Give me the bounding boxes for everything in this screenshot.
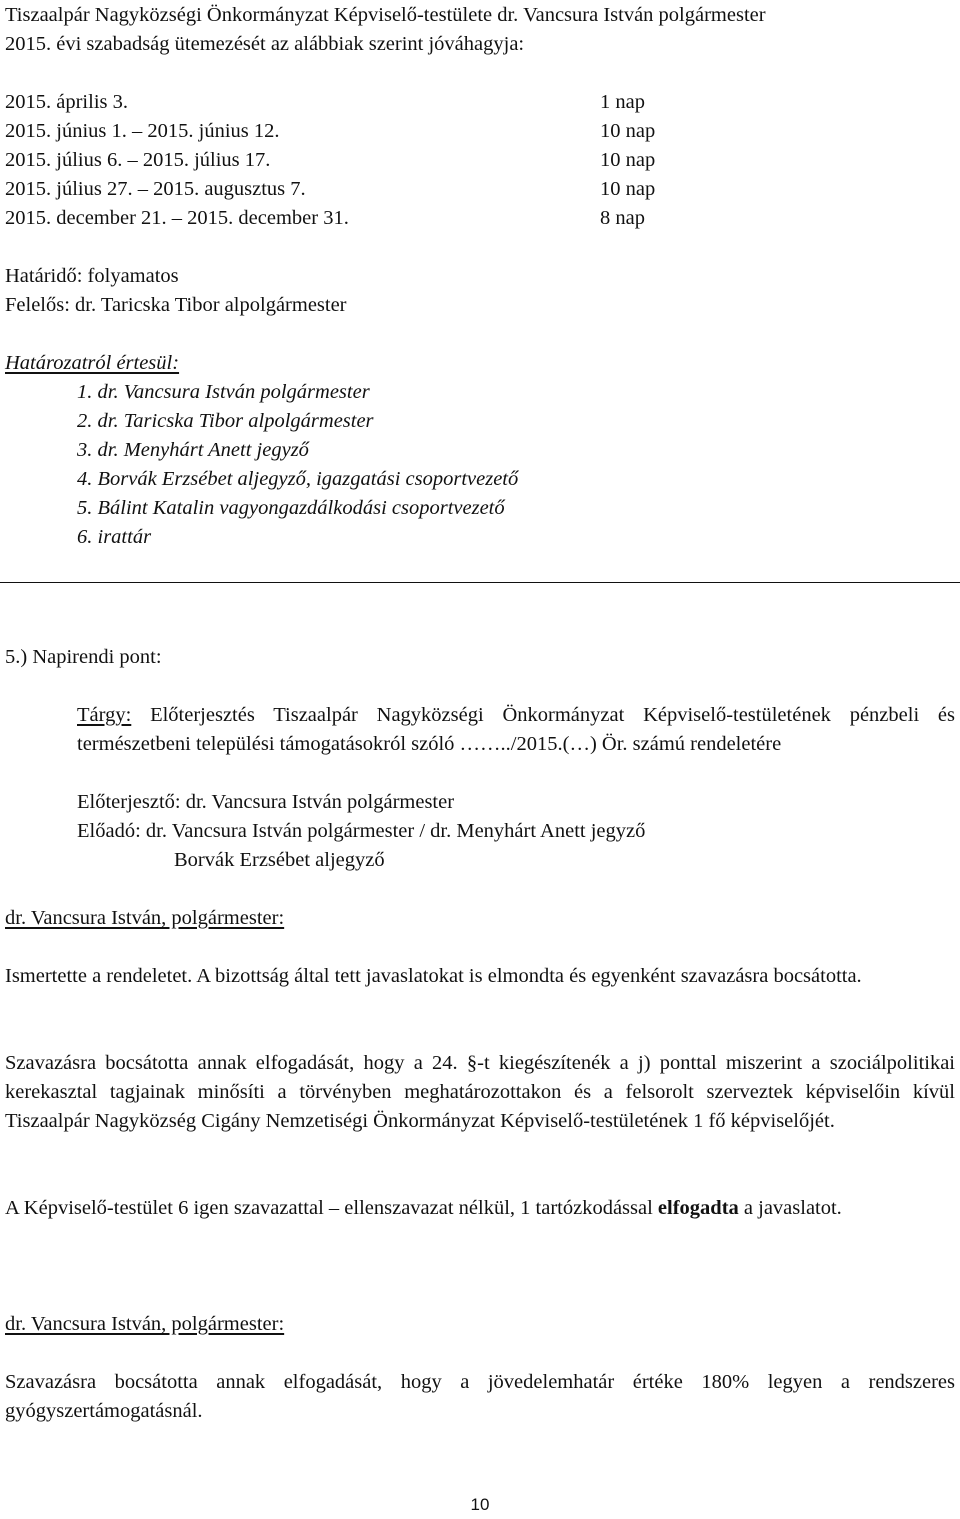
schedule-days: 10 nap <box>600 178 656 200</box>
responsible-line: Felelős: dr. Taricska Tibor alpolgármester <box>5 294 347 316</box>
notify-item: 5. Bálint Katalin vagyongazdálkodási csoportvezető <box>77 497 505 519</box>
notify-item: 4. Borvák Erzsébet aljegyző, igazgatási csoportvezető <box>77 468 519 490</box>
schedule-row <box>5 204 955 233</box>
schedule-period: 2015. július 6. – 2015. július 17. <box>5 149 271 171</box>
notify-item: 2. dr. Taricska Tibor alpolgármester <box>77 410 374 432</box>
section-divider <box>0 582 960 583</box>
vote-text-after: a javaslatot. <box>743 1197 842 1219</box>
notify-heading: Határozatról értesül: <box>5 352 180 374</box>
speech2-paragraph-1: Szavazásra bocsátotta annak elfogadását, hogy a jövedelemhatár értéke 180% legyen a rendszeres gyógyszertámogatásnál. <box>5 1371 955 1422</box>
speech1-paragraph-2: Szavazásra bocsátotta annak elfogadását, hogy a 24. §-t kiegészítenék a j) ponttal miszerint a szociálpolitikai kerekasztal tagjainak minősíti a törvényben meghatározottakon és a felsorolt szerveztek képviselőin kívül Tiszaalpár Nagyközség Cigány Nemzetiségi Önkormányzat Képviselő-testületének 1 fő képviselőjét. <box>5 1052 955 1132</box>
vote-text-before: A Képviselő-testület 6 igen szavazattal – ellenszavazat nélkül, 1 tartózkodással <box>5 1197 653 1219</box>
notify-item: 6. irattár <box>77 526 152 548</box>
subject-text: Előterjesztés Tiszaalpár Nagyközségi Önkormányzat Képviselő-testületének pénzbeli és természetbeni települési támogatásokról szóló ……../2015.(…) Ör. számú rendeletére <box>77 704 956 755</box>
agenda-presenter: Előterjesztő: dr. Vancsura István polgármester <box>77 791 455 813</box>
intro-line-1: Tiszaalpár Nagyközségi Önkormányzat Képviselő-testülete dr. Vancsura István polgármester <box>5 4 766 26</box>
notify-item: 3. dr. Menyhárt Anett jegyző <box>77 439 309 461</box>
schedule-days: 10 nap <box>600 149 656 171</box>
speaker-heading-1: dr. Vancsura István, polgármester: <box>5 907 285 929</box>
agenda-heading: 5.) Napirendi pont: <box>5 646 162 668</box>
page-number: 10 <box>470 1495 490 1514</box>
agenda-subject <box>77 701 955 759</box>
schedule-period: 2015. július 27. – 2015. augusztus 7. <box>5 178 306 200</box>
agenda-speaker: Előadó: dr. Vancsura István polgármester / dr. Menyhárt Anett jegyző <box>77 820 646 842</box>
speaker-heading-2: dr. Vancsura István, polgármester: <box>5 1313 285 1335</box>
subject-label: Tárgy: <box>77 704 132 726</box>
deadline-line: Határidő: folyamatos <box>5 265 179 287</box>
schedule-period: 2015. június 1. – 2015. június 12. <box>5 120 280 142</box>
schedule-days: 8 nap <box>600 207 645 229</box>
schedule-period: 2015. április 3. <box>5 91 128 113</box>
schedule-days: 10 nap <box>600 120 656 142</box>
schedule-period: 2015. december 21. – 2015. december 31. <box>5 207 349 229</box>
speech1-paragraph-1: Ismertette a rendeletet. A bizottság által tett javaslatokat is elmondta és egyenként szavazásra bocsátotta. <box>5 965 862 987</box>
vote-result <box>5 1194 955 1223</box>
agenda-speaker-2: Borvák Erzsébet aljegyző <box>174 849 385 871</box>
schedule-row <box>5 175 955 204</box>
schedule-row <box>5 88 955 117</box>
schedule-row <box>5 117 955 146</box>
vote-result-bold: elfogadta <box>657 1197 739 1219</box>
schedule-row <box>5 146 955 175</box>
intro-line-2: 2015. évi szabadság ütemezését az alábbiak szerint jóváhagyja: <box>5 33 525 55</box>
notify-item: 1. dr. Vancsura István polgármester <box>77 381 370 403</box>
schedule-days: 1 nap <box>600 91 645 113</box>
